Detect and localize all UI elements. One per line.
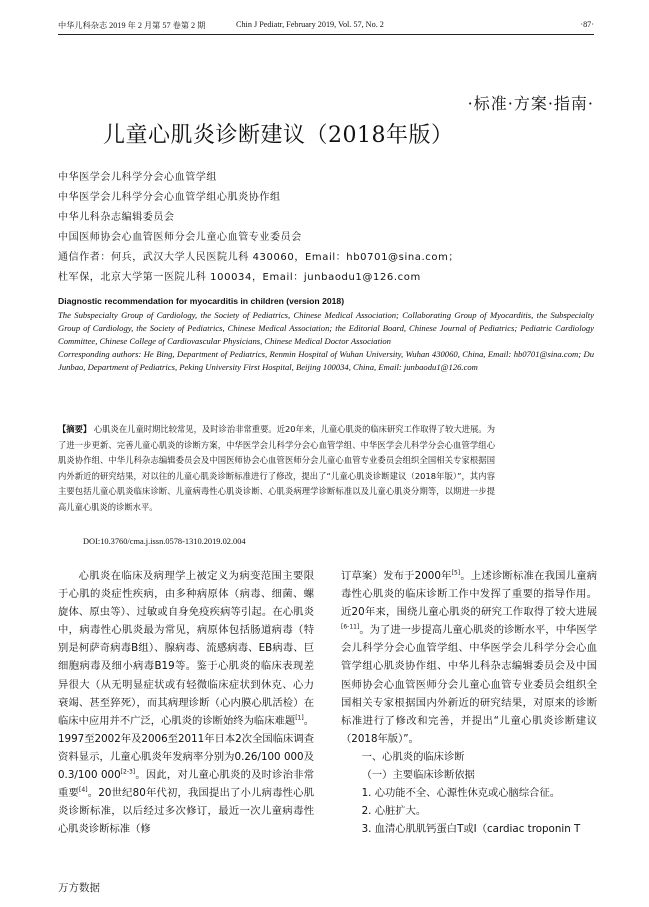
- english-title: Diagnostic recommendation for myocarditis in children (version 2018): [58, 296, 345, 306]
- footer-watermark: 万方数据: [58, 882, 100, 894]
- page-title: 儿童心肌炎诊断建议（2018年版）: [103, 123, 454, 148]
- author-list: [58, 168, 594, 288]
- correspondence-line: 通信作者：何兵，武汉大学人民医院儿科 430060，Email：hb0701@sina.com；: [58, 252, 460, 263]
- citation[interactable]: [5]: [451, 569, 461, 577]
- author-line: 中华医学会儿科学分会心血管学组心肌炎协作组: [58, 192, 281, 203]
- citation[interactable]: [4]: [79, 786, 88, 794]
- header-rule: [58, 34, 594, 35]
- list-item: 2. 心脏扩大。: [361, 805, 427, 818]
- abstract: [58, 422, 495, 516]
- english-groups: The Subspecialty Group of Cardiology, the Society of Pediatrics, Chinese Medical Association; Collaborating Group of Myocarditis, the Subspecialty Group of Cardiology, the Society of Pediatrics, Chinese Medical Association; the Editorial Board, Chinese Journal of Pediatrics; Pediatric Cardiology Committee, Chinese College of Cardiovascular Physicians, Chinese Medical Doctor Association: [58, 310, 594, 346]
- page-number: ·87·: [580, 20, 594, 29]
- body-paragraph: 订草案）发布于2000年[5]。上述诊断标准在我国儿童病毒性心肌炎的临床诊断工作中发挥了重要的指导作用。近20年来，围绕儿童心肌炎的研究工作取得了较大进展[6-11]。为了进一步提高儿童心肌炎的诊断水平，中华医学会儿科学分会心血管学组、中华医学会儿科学分会心血管学组心肌炎协作组、中华儿科杂志编辑委员会及中国医师协会心血管医师分会儿童心血管专业委员会组织全国相关专家根据国内外新近的研究结果，对原来的诊断标准进行了修改和完善，并提出“儿童心肌炎诊断建议（2018年版）”。: [341, 569, 597, 745]
- subsection-heading: （一）主要临床诊断依据: [361, 769, 475, 782]
- citation[interactable]: [6-11]: [341, 623, 360, 631]
- author-line: 中国医师协会心血管医师分会儿童心血管专业委员会: [58, 232, 302, 243]
- english-corresponding: Corresponding authors: He Bing, Department of Pediatrics, Renmin Hospital of Wuhan University, Wuhan 430060, China, Email: hb0701@sina.com; Du Junbao, Department of Pediatrics, Peking University First Hospital, Beijing 100034, China, Email: junbaodu1@126.com: [58, 349, 594, 372]
- abstract-text: 心肌炎在儿童时期比较常见，及时诊治非常重要。近20年来，儿童心肌炎的临床研究工作取得了较大进展。为了进一步更新、完善儿童心肌炎的诊断方案，中华医学会儿科学分会心血管学组、中华医学会儿科学分会心血管学组心肌炎协作组、中华儿科杂志编辑委员会及中国医师协会心血管医师分会儿童心血管专业委员会组织全国相关专家根据国内外新近的研究结果，对以往的儿童心肌炎诊断标准进行了修改，提出了“儿童心肌炎诊断建议（2018年版）”，其内容主要包括儿童心肌炎临床诊断、儿童病毒性心肌炎诊断、心肌炎病理学诊断标准以及儿童心肌炎分期等，以期进一步提高儿童心肌炎的诊断水平。: [58, 424, 496, 512]
- list-item: 1. 心功能不全、心源性休克或心脑综合征。: [361, 787, 561, 800]
- body-column-right: [341, 567, 597, 838]
- author-line: 中华医学会儿科学分会心血管学组: [58, 172, 217, 183]
- citation[interactable]: [2-3]: [120, 768, 136, 776]
- journal-header-cn: 中华儿科杂志 2019 年 2 月第 57 卷第 2 期: [58, 21, 206, 30]
- correspondence-line: 杜军保，北京大学第一医院儿科 100034，Email：junbaodu1@126.com: [58, 272, 421, 283]
- section-heading: 一、心肌炎的临床诊断: [361, 750, 465, 763]
- abstract-label: 【摘要】: [58, 424, 92, 434]
- author-line: 中华儿科杂志编辑委员会: [58, 212, 175, 223]
- citation[interactable]: [1]: [295, 714, 304, 722]
- list-item: 3. 血清心肌肌钙蛋白T或I（cardiac troponin T: [361, 823, 581, 836]
- journal-header-en: Chin J Pediatr, February 2019, Vol. 57, No. 2: [236, 20, 384, 29]
- section-tag: ·标准·方案·指南·: [467, 94, 594, 113]
- body-paragraph: 心肌炎在临床及病理学上被定义为病变范围主要限于心肌的炎症性疾病，由多种病原体（病毒、细菌、螺旋体、原虫等）、过敏或自身免疫疾病等引起。在心肌炎中，病毒性心肌炎最为常见，病原体包括肠道病毒（特别是柯萨奇病毒B组）、腺病毒、流感病毒、EB病毒、巨细胞病毒及细小病毒B19等。鉴于心肌炎的临床表现差异很大（从无明显症状或有轻微临床症状到休克、心力衰竭、甚至猝死），而其病理诊断（心内膜心肌活检）在临床中应用并不广泛，心肌炎的诊断始终为临床难题[1]。1997至2002年及2006至2011年日本2次全国临床调查资料显示，儿童心肌炎年发病率分别为0.26/100 000及0.3/100 000[2-3]。因此，对儿童心肌炎的及时诊治非常重要[4]。20世纪80年代初，我国提出了小儿病毒性心肌炎诊断标准，以后经过多次修订，最近一次儿童病毒性心肌炎诊断标准（修: [58, 570, 314, 836]
- body-column-left: [58, 567, 314, 838]
- english-abstract-block: [58, 296, 594, 374]
- doi: DOI:10.3760/cma.j.issn.0578-1310.2019.02.004: [83, 537, 246, 546]
